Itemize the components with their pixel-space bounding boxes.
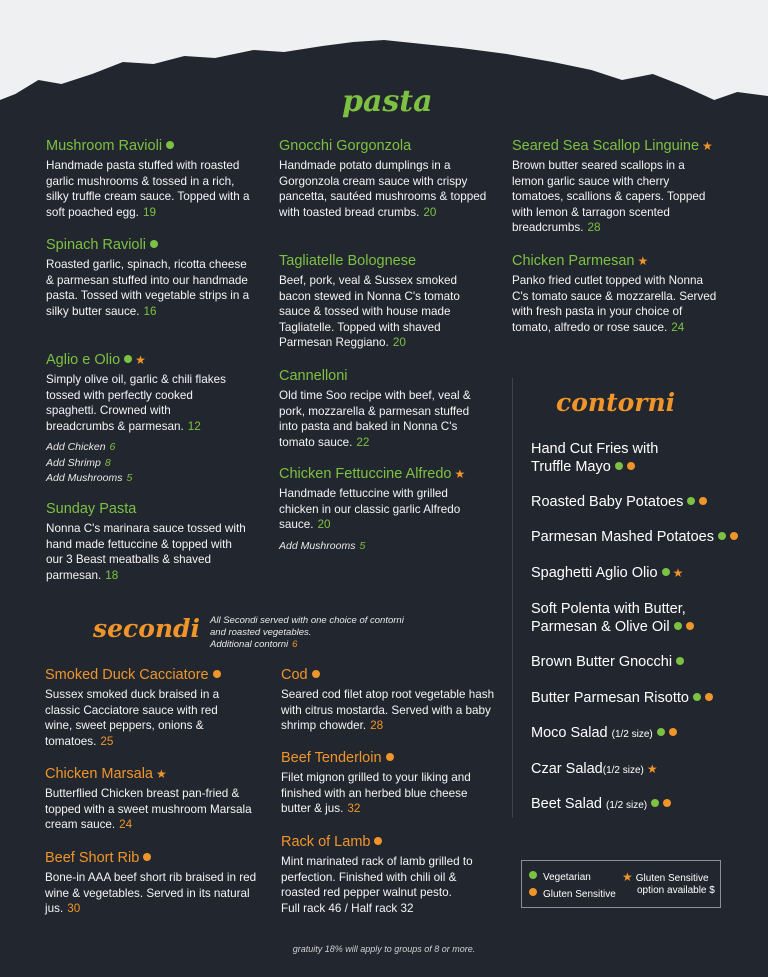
item-name: Gnocchi Gorgonzola [279, 138, 412, 154]
side-item-beet-salad [531, 795, 751, 815]
item-description: Simply olive oil, garlic & chili flakes tossed with perfectly cooked spaghetti. Crowned with breadcrumbs & parmesan. [46, 373, 226, 433]
menu-item-chicken-fettuccine-alfredo [279, 465, 501, 554]
addon-mushrooms: Add Mushrooms 5 [279, 539, 366, 552]
item-price: 16 [143, 304, 157, 318]
vegetarian-icon [150, 240, 158, 248]
side-size: (1/2 size) [605, 800, 648, 811]
item-description: Handmade potato dumplings in a Gorgonzola cream sauce with crispy pancetta, sautéed mushrooms & topped with toasted bread crumbs. [279, 159, 487, 219]
item-price: 28 [587, 221, 601, 235]
item-price: 30 [67, 902, 81, 916]
vegetarian-icon [166, 141, 174, 149]
item-description: Nonna C's marinara sauce tossed with hand made fettuccine & topped with our 3 Beast meatballs & shaved parmesan. [46, 522, 246, 582]
legend-gluten-option: ★ Gluten Sensitive option available $ [622, 870, 715, 896]
side-name: Brown Butter Gnocchi [531, 654, 673, 670]
item-description: Old time Soo recipe with beef, veal & pork, mozzarella & parmesan stuffed into pasta and baked in Nonna C's tomato sauce. [279, 389, 471, 449]
side-item-roasted-baby-potatoes [531, 493, 751, 511]
item-name: Beef Tenderloin [281, 750, 382, 766]
side-name: Soft Polenta with Butter, [531, 601, 686, 617]
gluten-option-star-icon: ★ [702, 139, 713, 153]
menu-item-spinach-ravioli [46, 236, 268, 319]
vegetarian-icon [124, 355, 132, 363]
side-name: Spaghetti Aglio Olio [531, 565, 658, 581]
side-name: Parmesan Mashed Potatoes [531, 529, 714, 545]
addon-mushrooms: Add Mushrooms 5 [46, 472, 133, 485]
menu-item-gnocchi-gorgonzola [279, 137, 501, 220]
menu-item-mushroom-ravioli [46, 137, 268, 220]
item-price: 22 [356, 435, 370, 449]
item-name: Chicken Marsala [45, 766, 153, 782]
vegetarian-icon [651, 799, 659, 807]
menu-item-smoked-duck-cacciatore [45, 666, 267, 749]
vegetarian-icon [529, 871, 537, 879]
item-name: Sunday Pasta [46, 501, 137, 517]
vegetarian-icon [615, 462, 623, 470]
gluten-sensitive-icon [312, 670, 320, 678]
gluten-sensitive-icon [143, 853, 151, 861]
side-name-line2: Parmesan & Olive Oil [531, 619, 670, 635]
item-description: Mint marinated rack of lamb grilled to perfection. Finished with chili oil & roasted red pepper walnut pesto. [281, 855, 473, 900]
item-description: Filet mignon grilled to your liking and finished with an herbed blue cheese butter & jus. [281, 771, 471, 816]
menu-item-chicken-marsala [45, 765, 267, 833]
gluten-sensitive-icon [213, 670, 221, 678]
vegetarian-icon [693, 693, 701, 701]
side-item-czar-salad [531, 760, 751, 780]
gluten-sensitive-icon [730, 532, 738, 540]
gluten-option-star-icon: ★ [135, 353, 146, 367]
menu-item-sunday-pasta [46, 500, 268, 583]
gluten-option-star-icon: ★ [637, 254, 649, 268]
item-name: Tagliatelle Bolognese [279, 253, 417, 269]
secondi-section-title: secondi [93, 614, 201, 643]
item-price: 28 [370, 719, 384, 733]
item-description: Beef, pork, veal & Sussex smoked bacon stewed in Nonna C's tomato sauce & tossed with house made Tagliatelle. Topped with shaved Parmesan Reggiano. [279, 274, 460, 350]
gluten-option-star-icon: ★ [156, 767, 167, 781]
item-name: Spinach Ravioli [46, 237, 146, 253]
item-price: 19 [142, 205, 156, 219]
gluten-sensitive-icon [705, 693, 713, 701]
side-name: Beet Salad [531, 796, 602, 812]
dietary-legend [521, 860, 721, 908]
side-item-spaghetti-aglio-olio [531, 564, 751, 582]
item-name: Chicken Parmesan [512, 253, 635, 269]
side-name: Butter Parmesan Risotto [531, 690, 689, 706]
menu-item-beef-short-rib [45, 849, 267, 917]
item-name: Cod [281, 667, 308, 683]
legend-gluten-sensitive: Gluten Sensitive [529, 888, 616, 901]
side-size: (1/2 size) [611, 729, 653, 740]
pasta-section-title: pasta [342, 84, 433, 119]
item-description: Roasted garlic, spinach, ricotta cheese & parmesan stuffed into our handmade pasta. Tossed with vegetable strips in a silky butter sauce. [46, 258, 250, 318]
item-name: Beef Short Rib [45, 850, 140, 866]
item-name: Cannelloni [279, 368, 348, 384]
item-name: Smoked Duck Cacciatore [45, 667, 209, 683]
side-item-hand-cut-fries [531, 440, 751, 476]
vegetarian-icon [674, 622, 682, 630]
contorni-section-title: contorni [556, 388, 676, 417]
vegetarian-icon [662, 568, 670, 576]
side-item-butter-parmesan-risotto [531, 689, 751, 707]
item-price: 20 [392, 336, 406, 350]
menu-item-aglio-e-olio [46, 351, 268, 487]
item-price: 32 [347, 802, 361, 816]
addon-chicken: Add Chicken 6 [46, 441, 116, 454]
item-price: 18 [105, 568, 119, 582]
item-price: 12 [187, 419, 201, 433]
item-description: Handmade pasta stuffed with roasted garlic mushrooms & tossed in a rich, silky truffle cream sauce. Topped with a soft poached egg. [46, 159, 250, 219]
item-description: Panko fried cutlet topped with Nonna C's tomato sauce & mozzarella. Served with fresh pasta in your choice of tomato, alfredo or rose sauce. [512, 274, 717, 334]
item-name: Mushroom Ravioli [46, 138, 163, 154]
item-name: Seared Sea Scallop Linguine [512, 138, 700, 154]
vegetarian-icon [687, 497, 695, 505]
item-price: 20 [423, 205, 437, 219]
item-price: 20 [317, 518, 331, 532]
vegetarian-icon [718, 532, 726, 540]
column-divider [512, 378, 513, 818]
vegetarian-icon [676, 657, 684, 665]
side-item-moco-salad [531, 724, 751, 744]
side-name: Roasted Baby Potatoes [531, 494, 684, 510]
gluten-sensitive-icon [699, 497, 707, 505]
legend-vegetarian: Vegetarian [529, 871, 591, 884]
item-description: Bone-in AAA beef short rib braised in red wine & vegetables. Served in its natural jus. [45, 871, 257, 916]
vegetarian-icon [657, 728, 665, 736]
item-description: Brown butter seared scallops in a lemon garlic sauce with cherry tomatoes, scallions & capers. Topped with lemon & tarragon scented breadcrumbs. [512, 159, 706, 235]
gluten-sensitive-icon [386, 753, 394, 761]
side-item-brown-butter-gnocchi [531, 653, 751, 671]
gluten-sensitive-icon [663, 799, 671, 807]
gratuity-footer: gratuity 18% will apply to groups of 8 or more. [292, 944, 476, 954]
item-price: 24 [671, 320, 685, 334]
gluten-sensitive-icon [627, 462, 635, 470]
menu-item-rack-of-lamb [281, 833, 503, 916]
item-description: Sussex smoked duck braised in a classic Cacciatore sauce with red wine, sweet peppers, onions & tomatoes. [45, 688, 220, 748]
side-name: Moco Salad [531, 725, 608, 741]
menu-item-cannelloni [279, 367, 501, 450]
gluten-option-star-icon: ★ [672, 566, 684, 580]
gluten-sensitive-icon [529, 888, 537, 896]
item-name: Rack of Lamb [281, 834, 371, 850]
side-name: Hand Cut Fries with [531, 441, 659, 457]
item-price: 25 [100, 734, 114, 748]
menu-item-seared-sea-scallop-linguine [512, 137, 734, 236]
secondi-note: All Secondi served with one choice of contorni and roasted vegetables. Additional contorni 6 [210, 615, 404, 650]
item-name: Aglio e Olio [46, 352, 121, 368]
menu-item-cod [281, 666, 503, 734]
menu-item-tagliatelle-bolognese [279, 252, 501, 351]
menu-item-chicken-parmesan [512, 252, 734, 335]
side-name: Czar Salad [531, 761, 603, 777]
item-description: Handmade fettuccine with grilled chicken in our classic garlic Alfredo sauce. [279, 487, 461, 532]
gluten-option-star-icon: ★ [622, 870, 633, 884]
menu-item-beef-tenderloin [281, 749, 503, 817]
side-name-line2: Truffle Mayo [531, 459, 611, 475]
side-size: (1/2 size) [602, 765, 644, 776]
gluten-sensitive-icon [686, 622, 694, 630]
gluten-sensitive-icon [669, 728, 677, 736]
gluten-option-star-icon: ★ [646, 762, 658, 776]
item-description: Butterflied Chicken breast pan-fried & topped with a sweet mushroom Marsala cream sauce. [45, 787, 252, 832]
item-price: 24 [119, 818, 133, 832]
side-item-soft-polenta [531, 600, 751, 636]
addon-shrimp: Add Shrimp 8 [46, 456, 111, 469]
gluten-sensitive-icon [374, 837, 382, 845]
side-item-parmesan-mashed-potatoes [531, 528, 751, 546]
gluten-option-star-icon: ★ [454, 467, 466, 481]
item-description: Seared cod filet atop root vegetable hash with citrus mostarda. Served with a baby shrimp chowder. [281, 688, 495, 733]
item-price: Full rack 46 / Half rack 32 [281, 901, 414, 915]
item-name: Chicken Fettuccine Alfredo [279, 466, 452, 482]
